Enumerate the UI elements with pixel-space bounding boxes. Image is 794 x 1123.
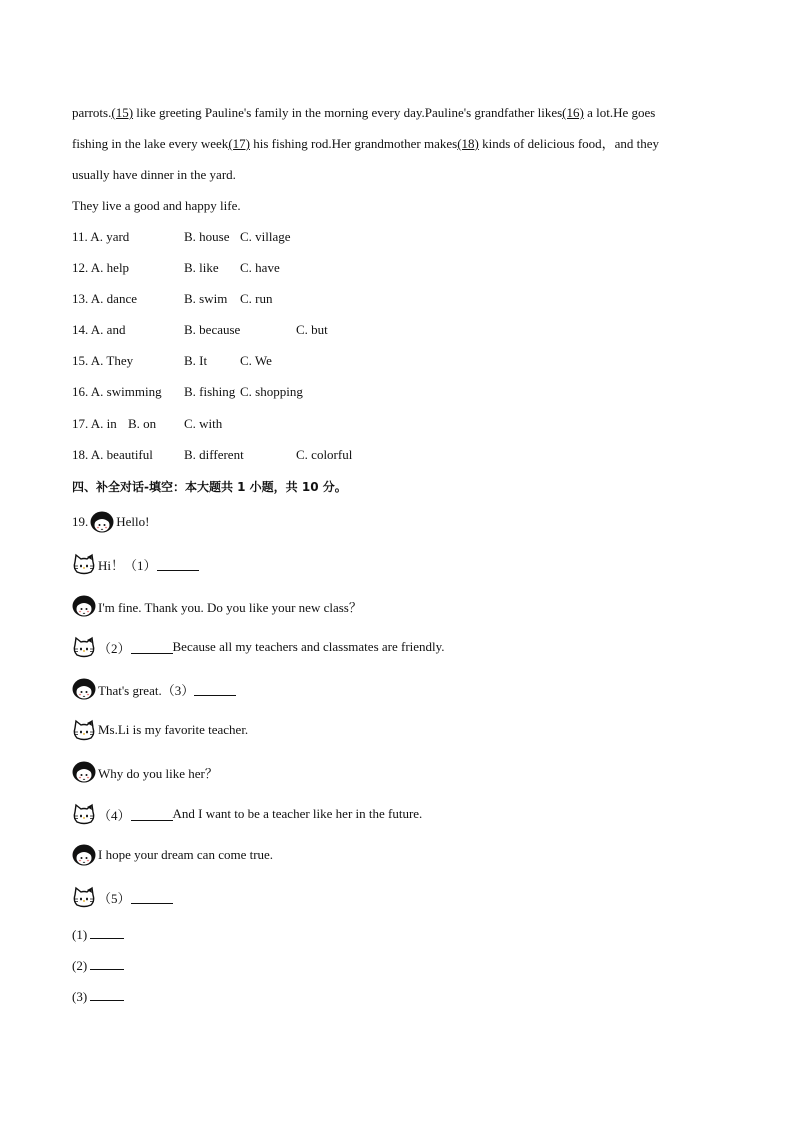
- blank-16: (16): [562, 105, 584, 120]
- option-b: B. house: [184, 229, 230, 244]
- answer-blank-2[interactable]: [131, 641, 173, 654]
- kitty-avatar-icon: [72, 718, 96, 742]
- option-b: B. different: [184, 447, 244, 462]
- answer-blank-4[interactable]: [131, 808, 173, 821]
- option-b: B. It: [184, 353, 208, 368]
- dialogue-line: [72, 677, 236, 701]
- dialogue-text: Because all my teachers and classmates are friendly.: [172, 639, 445, 654]
- dialogue-text: Hi！（1）: [98, 557, 157, 573]
- kitty-avatar-icon: [72, 552, 96, 576]
- option-c: C. We: [240, 353, 272, 368]
- option-a: 11. A. yard: [72, 229, 130, 244]
- section-heading: 四、补全对话-填空：本大题共 1 小题，共 10 分。: [72, 480, 347, 494]
- passage-text: parrots.: [72, 105, 112, 120]
- dialogue-text: Why do you like her？: [98, 765, 218, 781]
- passage-line-3: usually have dinner in the yard.: [72, 167, 236, 182]
- option-b: B. fishing: [184, 384, 236, 399]
- passage-line-1: [72, 105, 655, 121]
- dialogue-text: Ms.Li is my favorite teacher.: [98, 722, 249, 737]
- girl-avatar-icon: [72, 843, 96, 867]
- option-a: 17. A. in: [72, 416, 117, 431]
- option-a: 14. A. and: [72, 322, 126, 337]
- passage-text: like greeting Pauline's family in the morning every day.Pauline's grandfather likes: [133, 105, 563, 120]
- dialogue-text: （4）: [98, 807, 131, 823]
- dialogue-line: [72, 552, 199, 576]
- option-b: B. swim: [184, 291, 228, 306]
- answer-label: (3): [72, 989, 88, 1004]
- answer-line-1: [72, 926, 124, 943]
- answer-line-3: [72, 988, 124, 1005]
- option-c: C. colorful: [296, 447, 353, 462]
- dialogue-line: [72, 510, 149, 534]
- dialogue-line: [72, 760, 218, 784]
- option-c: C. shopping: [240, 384, 303, 399]
- girl-avatar-icon: [72, 760, 96, 784]
- blank-18: (18): [457, 136, 479, 151]
- answer-line-2: [72, 957, 124, 974]
- dialogue-line: [72, 635, 445, 659]
- girl-avatar-icon: [72, 677, 96, 701]
- answer-label: (1): [72, 927, 88, 942]
- answer-blank-3[interactable]: [194, 683, 236, 696]
- option-a: 18. A. beautiful: [72, 447, 153, 462]
- option-b: B. like: [184, 260, 219, 275]
- dialogue-line: [72, 718, 248, 742]
- dialogue-text: （2）: [98, 640, 131, 656]
- dialogue-line: [72, 594, 362, 618]
- passage-text: fishing in the lake every week: [72, 136, 229, 151]
- passage-text: kinds of delicious food，and they: [478, 136, 660, 151]
- option-a: 15. A. They: [72, 353, 134, 368]
- kitty-avatar-icon: [72, 635, 96, 659]
- dialogue-text: That's great.（3）: [98, 682, 195, 698]
- dialogue-text: （5）: [98, 890, 131, 906]
- girl-avatar-icon: [72, 594, 96, 618]
- option-c: C. have: [240, 260, 280, 275]
- kitty-avatar-icon: [72, 802, 96, 826]
- answer-field-2[interactable]: [90, 957, 124, 970]
- passage-text: a lot.He goes: [583, 105, 656, 120]
- passage-line-2: [72, 136, 659, 152]
- option-b: B. because: [184, 322, 241, 337]
- option-c: C. but: [296, 322, 328, 337]
- option-c: C. village: [240, 229, 291, 244]
- passage-text: his fishing rod.Her grandmother makes: [249, 136, 458, 151]
- girl-avatar-icon: [90, 510, 114, 534]
- option-a: 13. A. dance: [72, 291, 137, 306]
- dialogue-line: [72, 885, 173, 909]
- dialogue-line: [72, 843, 273, 867]
- blank-17: (17): [228, 136, 250, 151]
- dialogue-line: [72, 802, 422, 826]
- option-a: 16. A. swimming: [72, 384, 162, 399]
- answer-field-3[interactable]: [90, 988, 124, 1001]
- answer-field-1[interactable]: [90, 926, 124, 939]
- blank-15: (15): [111, 105, 134, 120]
- option-a: 12. A. help: [72, 260, 130, 275]
- question-number: 19.: [72, 514, 89, 529]
- answer-label: (2): [72, 958, 88, 973]
- option-b: B. on: [128, 416, 157, 431]
- option-c: C. with: [184, 416, 223, 431]
- dialogue-text: And I want to be a teacher like her in the future.: [172, 806, 423, 821]
- kitty-avatar-icon: [72, 885, 96, 909]
- dialogue-text: I hope your dream can come true.: [98, 847, 274, 862]
- passage-line-4: They live a good and happy life.: [72, 198, 241, 213]
- answer-blank-1[interactable]: [157, 558, 199, 571]
- option-c: C. run: [240, 291, 273, 306]
- answer-blank-5[interactable]: [131, 891, 173, 904]
- dialogue-text: I'm fine. Thank you. Do you like your new class？: [98, 599, 362, 615]
- dialogue-text: Hello!: [116, 514, 150, 529]
